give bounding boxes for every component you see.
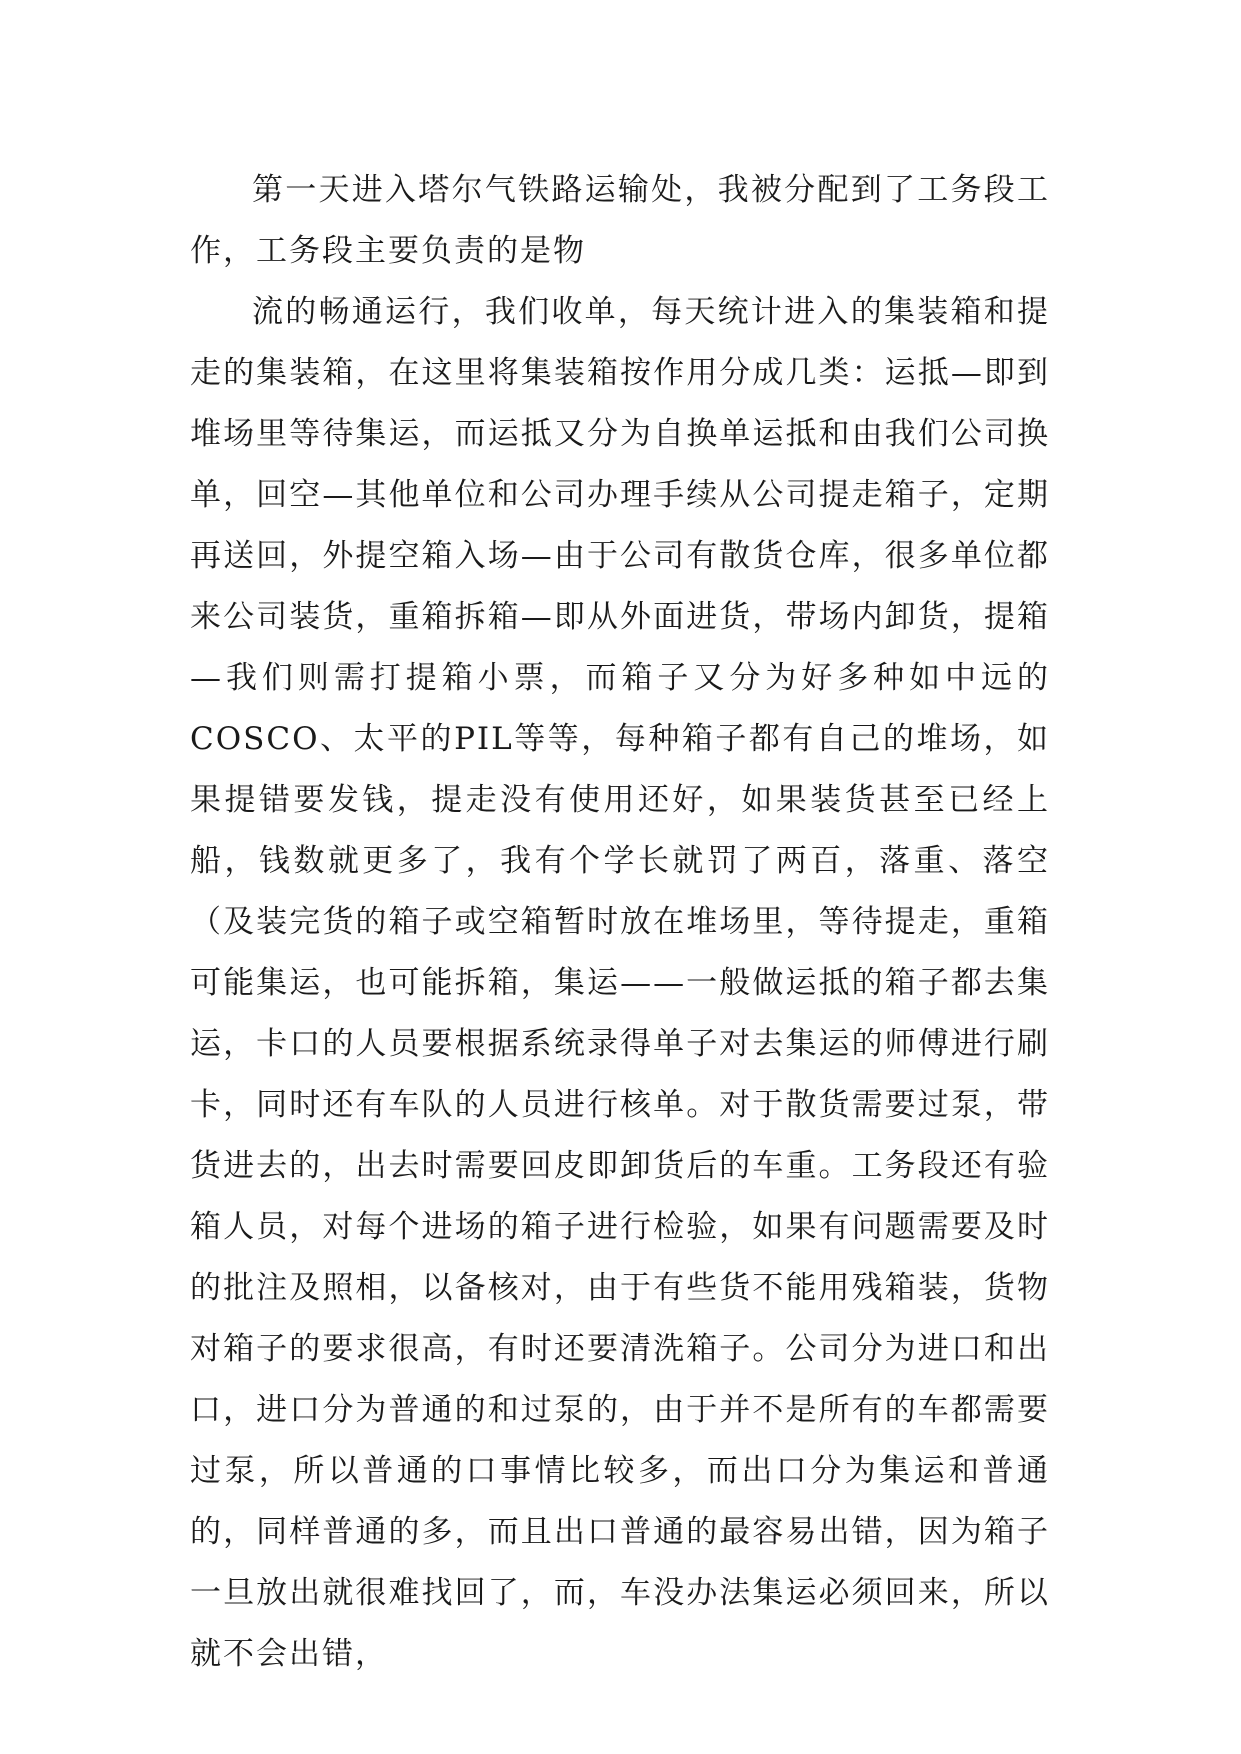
document-body xyxy=(190,160,1050,1685)
paragraph-2: 流的畅通运行，我们收单，每天统计进入的集装箱和提走的集装箱，在这里将集装箱按作用分成几类：运抵—即到堆场里等待集运，而运抵又分为自换单运抵和由我们公司换单，回空—其他单位和公司办理手续从公司提走箱子，定期再送回，外提空箱入场—由于公司有散货仓库，很多单位都来公司装货，重箱拆箱—即从外面进货，带场内卸货，提箱—我们则需打提箱小票，而箱子又分为好多种如中远的COSCO、太平的PIL等等，每种箱子都有自己的堆场，如果提错要发钱，提走没有使用还好，如果装货甚至已经上船，钱数就更多了，我有个学长就罚了两百，落重、落空（及装完货的箱子或空箱暂时放在堆场里，等待提走，重箱可能集运，也可能拆箱，集运——一般做运抵的箱子都去集运，卡口的人员要根据系统录得单子对去集运的师傅进行刷卡，同时还有车队的人员进行核单。对于散货需要过泵，带货进去的，出去时需要回皮即卸货后的车重。工务段还有验箱人员，对每个进场的箱子进行检验，如果有问题需要及时的批注及照相，以备核对，由于有些货不能用残箱装，货物对箱子的要求很高，有时还要清洗箱子。公司分为进口和出口，进口分为普通的和过泵的，由于并不是所有的车都需要过泵，所以普通的口事情比较多，而出口分为集运和普通的，同样普通的多，而且出口普通的最容易出错，因为箱子一旦放出就很难找回了，而，车没办法集运必须回来，所以就不会出错， xyxy=(190,294,1050,1672)
paragraph-1: 第一天进入塔尔气铁路运输处，我被分配到了工务段工作，工务段主要负责的是物 xyxy=(190,172,1050,269)
